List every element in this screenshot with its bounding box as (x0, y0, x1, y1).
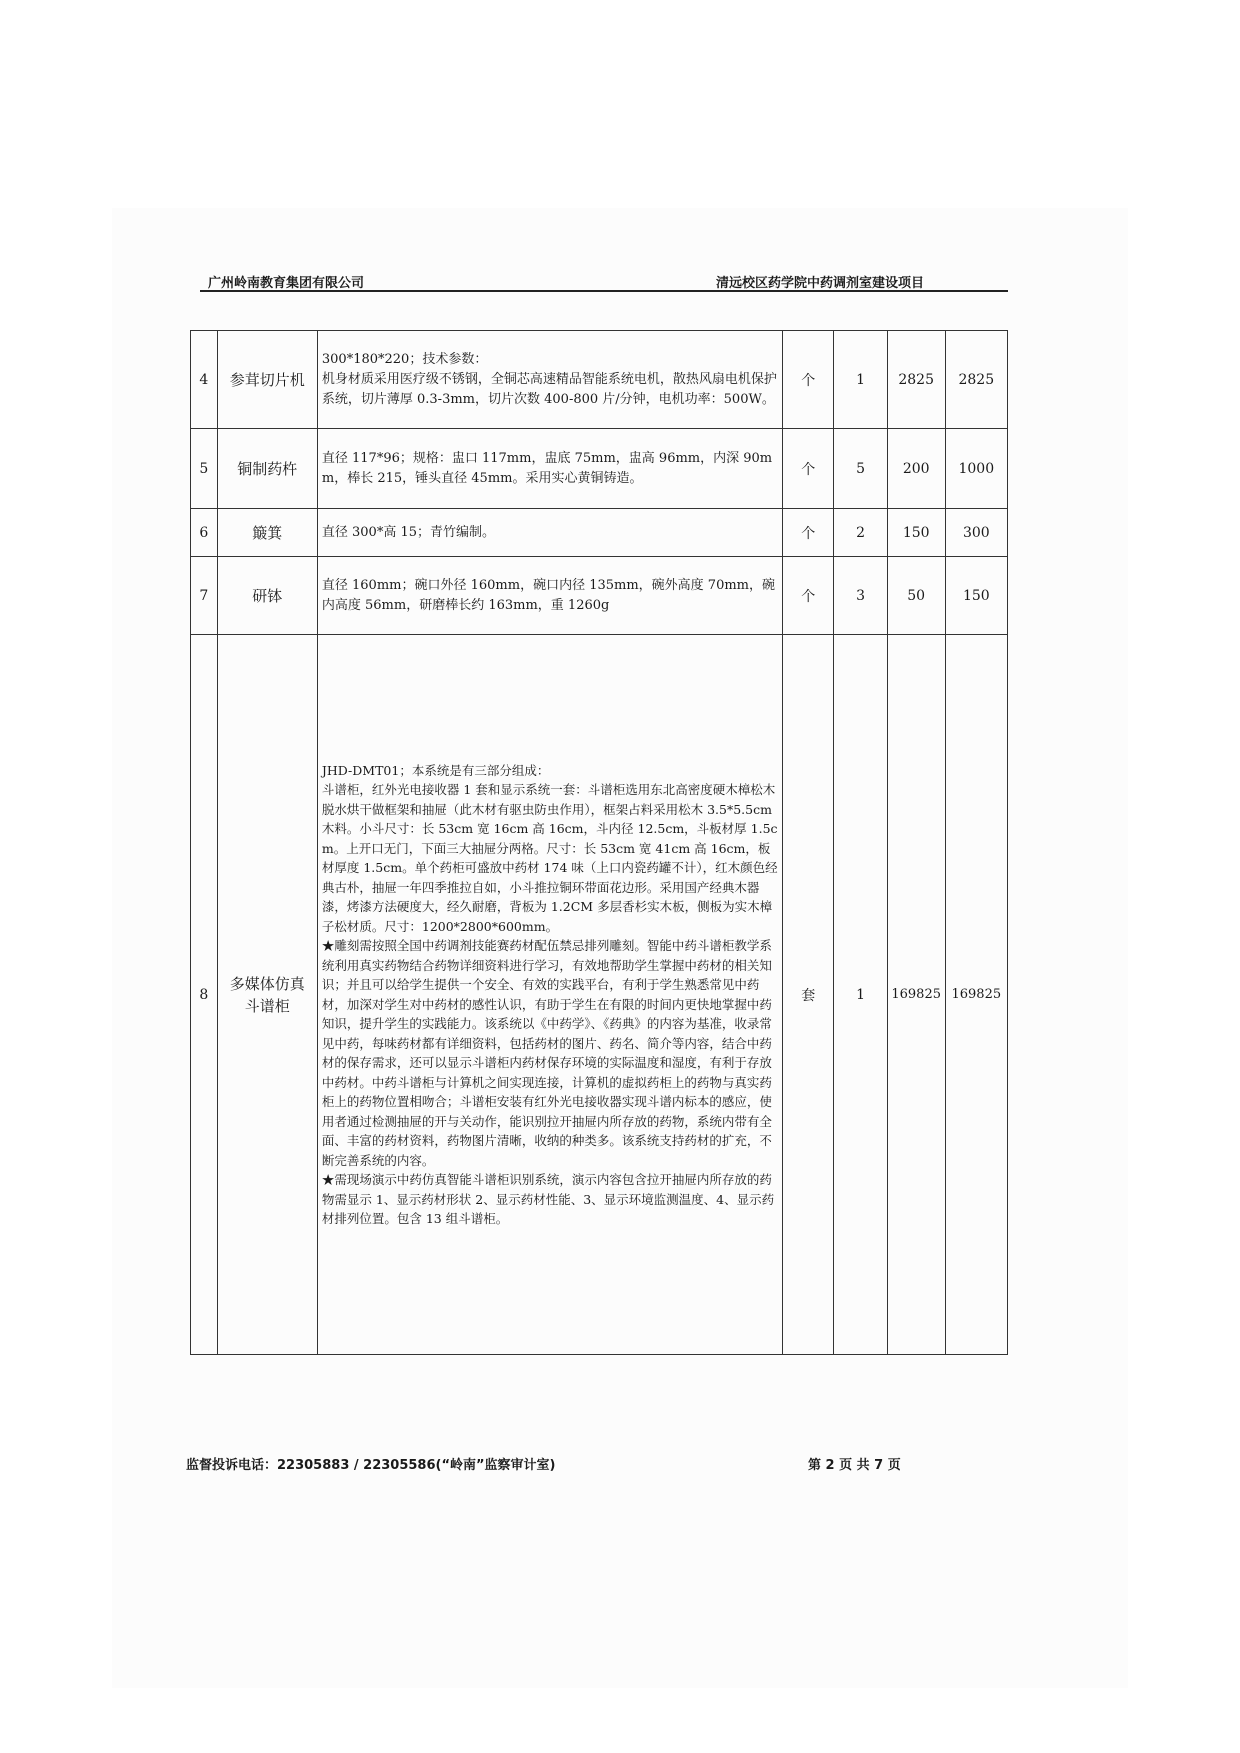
complaint-hotline: 监督投诉电话：22305883 / 22305586(“岭南”监察审计室) (186, 1458, 556, 1473)
item-desc: JHD-DMT01；本系统是有三部分组成： 斗谱柜，红外光电接收器 1 套和显示系统一套：斗谱柜选用东北高密度硬木樟松木脱水烘干做框架和抽屉（此木材有驱虫防虫作用），框架占料采用松木 3.5*5.5cm 木料。小斗尺寸：长 53cm 宽 16cm 高 16cm，斗内径 12.5cm，斗板材厚 1.5cm。上开口无门，下面三大抽屉分两格。尺寸：长 53cm 宽 41cm 高 16cm，板材厚度 1.5cm。单个药柜可盛放中药材 174 味（上口内瓷药罐不计），红木颜色经典古朴，抽屉一年四季推拉自如，小斗推拉铜环带面花边形。采用国产经典木器漆，烤漆方法硬度大，经久耐磨，背板为 1.2CM 多层香杉实木板，侧板为实木樟子松材质。尺寸：1200*2800*600mm。 ★雕刻需按照全国中药调剂技能赛药材配伍禁忌排列雕刻。智能中药斗谱柜教学系统利用真实药物结合药物详细资料进行学习，有效地帮助学生掌握中药材的相关知识；并且可以给学生提供一个安全、有效的实践平台，有利于学生熟悉常见中药材，加深对学生对中药材的感性认识，有助于学生在有限的时间内更快地掌握中药知识，提升学生的实践能力。该系统以《中药学》、《药典》的内容为基准，收录常见中药，每味药材都有详细资料，包括药材的图片、药名、简介等内容，结合中药材的保存需求，还可以显示斗谱柜内药材保存环境的实际温度和湿度，有利于存放中药材。中药斗谱柜与计算机之间实现连接，计算机的虚拟药柜上的药物与真实药柜上的药物位置相吻合；斗谱柜安装有红外光电接收器实现斗谱内标本的感应，使用者通过检测抽屉的开与关动作，能识别拉开抽屉内所存放的药物，系统内带有全面、丰富的药材资料，药物图片清晰，收纳的种类多。该系统支持药材的扩充，不断完善系统的内容。 ★需现场演示中药仿真智能斗谱柜识别系统，演示内容包含拉开抽屉内所存放的药物需显示 1、显示药材形状 2、显示药材性能、3、显示环境监测温度、4、显示药材排列位置。包含 13 组斗谱柜。 (317, 635, 782, 1355)
item-desc: 直径 300*高 15；青竹编制。 (317, 509, 782, 557)
item-no: 6 (191, 509, 218, 557)
table-row (191, 331, 1008, 429)
item-desc: 直径 160mm；碗口外径 160mm，碗口内径 135mm，碗外高度 70mm，碗内高度 56mm，研磨棒长约 163mm，重 1260g (317, 557, 782, 635)
item-price: 200 (887, 429, 945, 509)
item-qty: 2 (834, 509, 887, 557)
item-unit: 个 (783, 509, 834, 557)
item-qty: 3 (834, 557, 887, 635)
item-no: 8 (191, 635, 218, 1355)
company-name: 广州岭南教育集团有限公司 (208, 276, 365, 291)
item-unit: 个 (783, 331, 834, 429)
item-name: 研钵 (217, 557, 317, 635)
item-qty: 1 (834, 635, 887, 1355)
item-price: 2825 (887, 331, 945, 429)
item-unit: 套 (783, 635, 834, 1355)
header-rule (200, 290, 1008, 292)
item-no: 4 (191, 331, 218, 429)
item-desc: 300*180*220；技术参数： 机身材质采用医疗级不锈钢，全铜芯高速精品智能系统电机，散热风扇电机保护系统，切片薄厚 0.3-3mm，切片次数 400-800 片/分钟，电机功率：500W。 (317, 331, 782, 429)
table-row (191, 635, 1008, 1355)
item-total: 300 (945, 509, 1007, 557)
item-total: 169825 (945, 635, 1007, 1355)
item-name: 多媒体仿真斗谱柜 (217, 635, 317, 1355)
item-price: 150 (887, 509, 945, 557)
page-number: 第 2 页 共 7 页 (808, 1458, 901, 1473)
item-total: 150 (945, 557, 1007, 635)
item-no: 5 (191, 429, 218, 509)
item-total: 2825 (945, 331, 1007, 429)
item-unit: 个 (783, 557, 834, 635)
item-name: 参茸切片机 (217, 331, 317, 429)
project-title: 清远校区药学院中药调剂室建设项目 (716, 276, 925, 291)
item-desc: 直径 117*96；规格：盅口 117mm，盅底 75mm，盅高 96mm，内深 90mm，棒长 215，锤头直径 45mm。采用实心黄铜铸造。 (317, 429, 782, 509)
item-price: 169825 (887, 635, 945, 1355)
item-unit: 个 (783, 429, 834, 509)
item-price: 50 (887, 557, 945, 635)
item-name: 铜制药杵 (217, 429, 317, 509)
item-qty: 5 (834, 429, 887, 509)
item-name: 簸箕 (217, 509, 317, 557)
table-row (191, 557, 1008, 635)
item-total: 1000 (945, 429, 1007, 509)
item-qty: 1 (834, 331, 887, 429)
items-table (190, 330, 1008, 1355)
table-row (191, 509, 1008, 557)
table-row (191, 429, 1008, 509)
item-no: 7 (191, 557, 218, 635)
